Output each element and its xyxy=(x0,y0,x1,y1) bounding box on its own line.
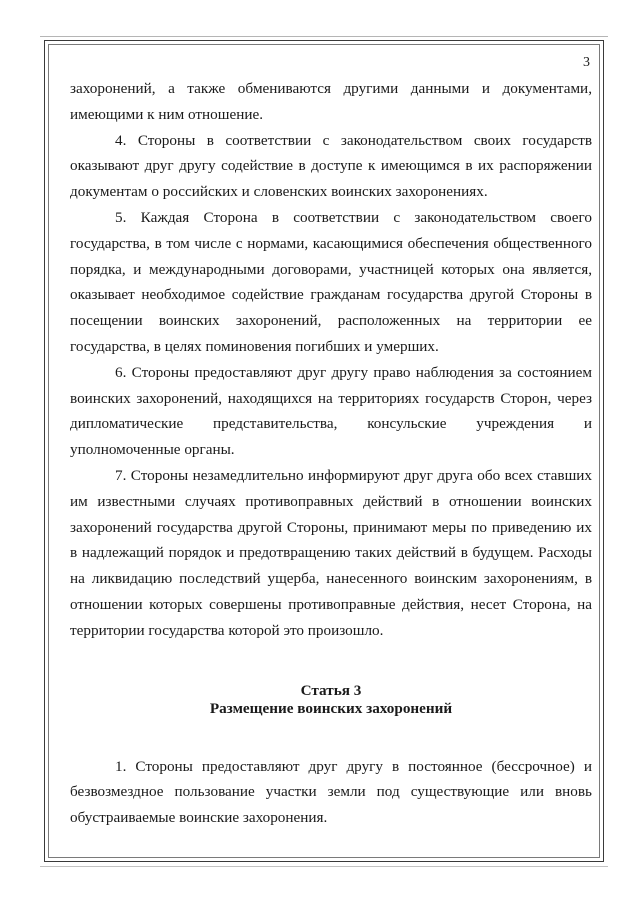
paragraph-item-4: 4. Стороны в соответствии с законодательством своих государств оказывают друг другу содействие в доступе к имеющимся в их распоряжении документам о российских и словенских воинских захоронениях. xyxy=(70,131,592,201)
paragraph-continuation: захоронений, а также обмениваются другими данными и документами, имеющими к ним отношение. xyxy=(70,80,592,123)
article-heading xyxy=(70,682,592,718)
paragraph-item-5: 5. Каждая Сторона в соответствии с законодательством своего государства, в том числе с нормами, касающимися обеспечения общественного порядка, и международными договорами, участницей которых она является, оказывает необходимое содействие гражданам государства другой Стороны в посещении воинских захоронений, расположенных на территории ее государства, в целях поминовения погибших и умерших. xyxy=(70,208,592,355)
article-number: Статья 3 xyxy=(300,681,362,699)
document-body xyxy=(70,76,592,831)
paragraph-article3-item-1: 1. Стороны предоставляют друг другу в постоянное (бессрочное) и безвозмездное пользование участки земли под существующие или вновь обустраиваемые воинские захоронения. xyxy=(70,757,592,827)
article-title: Размещение воинских захоронений xyxy=(209,699,453,717)
scan-edge-bottom xyxy=(40,866,608,867)
scan-edge-top xyxy=(40,36,608,37)
paragraph-item-6: 6. Стороны предоставляют друг другу право наблюдения за состоянием воинских захоронений, находящихся на территориях государств Сторон, через дипломатические представительства, консульские учреждения и уполномоченные органы. xyxy=(70,363,592,459)
page-number: 3 xyxy=(583,55,590,70)
paragraph-item-7: 7. Стороны незамедлительно информируют друг друга обо всех ставших им известными случаях противоправных действий в отношении воинских захоронений государства другой Стороны, принимают меры по приведению их в надлежащий порядок и предотвращению таких действий в будущем. Расходы на ликвидацию последствий ущерба, нанесенного воинским захоронениям, в отношении которых совершены противоправные действия, несет Сторона, на территории государства которой это произошло. xyxy=(70,466,592,639)
